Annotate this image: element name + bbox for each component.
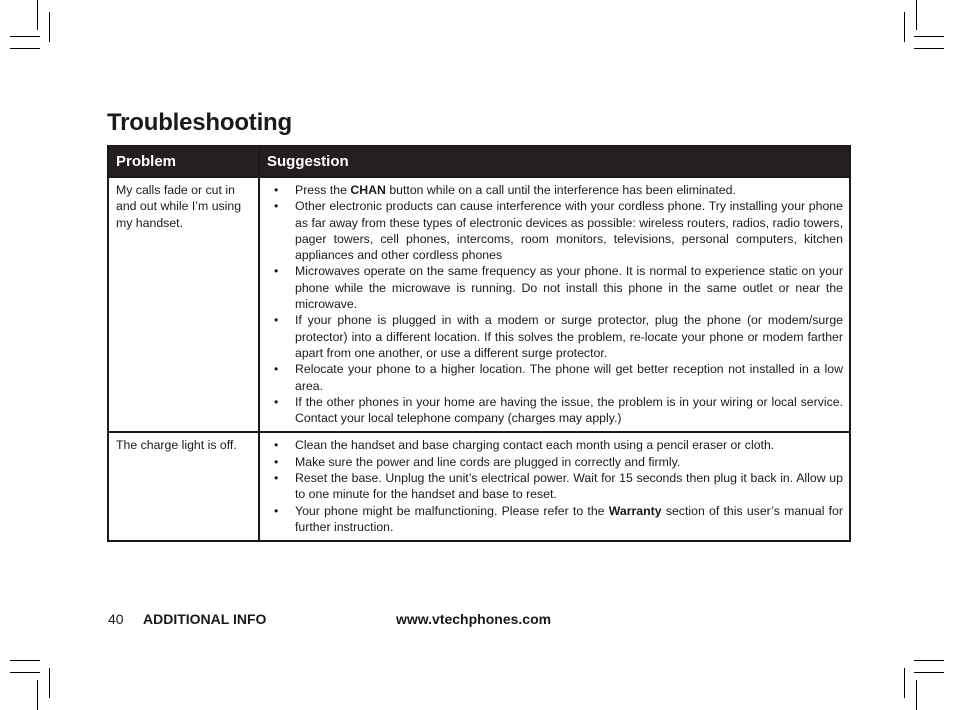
bullet-icon: • [274, 438, 279, 453]
table-row [108, 177, 850, 432]
suggestion-cell [259, 432, 850, 541]
suggestion-text: Press the [295, 183, 351, 197]
suggestion-item [267, 361, 843, 394]
crop-mark [904, 12, 905, 42]
suggestion-text: Other electronic products can cause interference with your cordless phone. Try installing your phone as far away from these types of electronic devices as possible: wireless routers, radios, radio towers, pager towers, cell phones, intercoms, room monitors, televisions, personal computers, kitchen appliances and other cordless phones [295, 199, 843, 263]
page-number: 40 [108, 611, 124, 627]
crop-mark [914, 36, 944, 37]
bullet-icon: • [274, 199, 279, 214]
crop-mark [10, 660, 40, 661]
suggestion-text: Your phone might be malfunctioning. Please refer to the [295, 503, 609, 518]
button-name: CHAN [350, 183, 386, 197]
suggestion-item [267, 182, 843, 198]
crop-mark [916, 0, 917, 30]
bullet-icon: • [274, 394, 279, 409]
suggestion-item [267, 454, 843, 470]
suggestion-text: button while on a call until the interference has been eliminated. [385, 183, 736, 197]
bullet-icon: • [274, 264, 279, 279]
suggestion-list [267, 437, 843, 535]
problem-cell: The charge light is off. [108, 432, 259, 541]
crop-mark [37, 0, 38, 30]
section-name: ADDITIONAL INFO [143, 611, 267, 627]
suggestion-item [267, 263, 843, 312]
suggestion-item [267, 470, 843, 503]
suggestion-text: section of this user’s manual for further instruction. [295, 503, 843, 534]
suggestion-text: Reset the base. Unplug the unit’s electrical power. Wait for 15 seconds then plug it back in. Allow up to one minute for the handset and base to reset. [295, 471, 843, 502]
bullet-icon: • [274, 471, 279, 486]
crop-mark [904, 668, 905, 698]
crop-mark [914, 660, 944, 661]
suggestion-text: If your phone is plugged in with a modem or surge protector, plug the phone (or modem/surge protector) into a different location. If this solves the problem, re-locate your phone or modem farther apart from one another, or use a different surge protector. [295, 313, 843, 360]
bullet-icon: • [274, 503, 279, 518]
suggestion-item [267, 312, 843, 361]
suggestion-item [267, 198, 843, 263]
suggestion-list [267, 182, 843, 426]
crop-mark [916, 680, 917, 710]
suggestion-cell [259, 177, 850, 432]
crop-mark [10, 36, 40, 37]
crop-mark [914, 672, 944, 673]
crop-mark [10, 48, 40, 49]
website-url: www.vtechphones.com [396, 611, 552, 627]
page-title: Troubleshooting [107, 109, 292, 136]
crop-mark [37, 680, 38, 710]
column-header-suggestion: Suggestion [259, 146, 850, 177]
suggestion-text: Microwaves operate on the same frequency as your phone. It is normal to experience static on your phone while the microwave is running. Do not install this phone in the same outlet or near the microwave. [295, 264, 843, 312]
bullet-icon: • [274, 183, 279, 197]
crop-mark [49, 12, 50, 42]
crop-mark [49, 668, 50, 698]
crop-mark [10, 672, 40, 673]
suggestion-text: If the other phones in your home are having the issue, the problem is in your wiring or local service. Contact your local telephone company (charges may apply.) [295, 394, 843, 426]
column-header-problem: Problem [108, 146, 259, 177]
suggestion-item [267, 503, 843, 536]
suggestion-text: Clean the handset and base charging contact each month using a pencil eraser or cloth. [295, 438, 775, 453]
suggestion-item [267, 394, 843, 427]
table-row [108, 432, 850, 541]
bullet-icon: • [274, 454, 279, 469]
troubleshooting-table [107, 145, 851, 542]
crop-mark [914, 48, 944, 49]
suggestion-text: Make sure the power and line cords are plugged in correctly and firmly. [295, 454, 681, 469]
section-reference: Warranty [608, 503, 662, 518]
bullet-icon: • [274, 362, 279, 377]
table-header-row [108, 146, 850, 177]
bullet-icon: • [274, 313, 279, 328]
problem-cell: My calls fade or cut in and out while I’m using my handset. [108, 177, 259, 432]
suggestion-text: Relocate your phone to a higher location. The phone will get better reception not installed in a low area. [295, 362, 843, 393]
suggestion-item [267, 437, 843, 453]
